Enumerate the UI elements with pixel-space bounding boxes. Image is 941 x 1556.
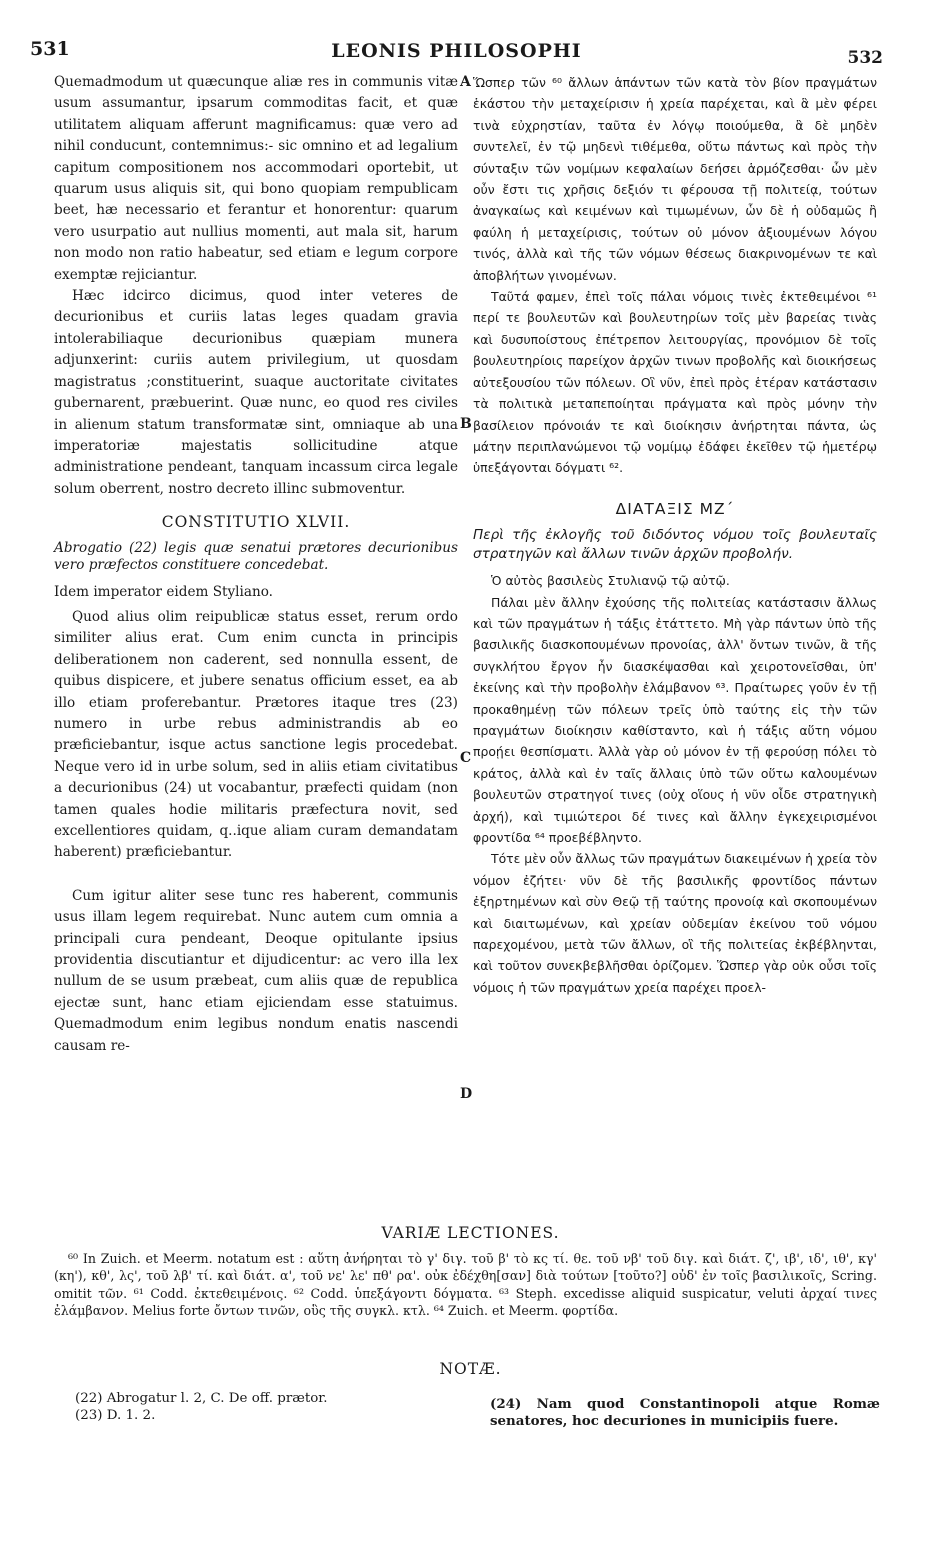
margin-letter-a: A <box>460 74 471 90</box>
margin-letter-c: C <box>460 750 472 766</box>
latin-paragraph-2: Hæc idcirco dicimus, quod inter veteres de decurionibus et curiis latas leges quadam gravia intolerabiliaque decurionibus quæpiam munera adjunxerint: curiis autem privilegium, ut quosdam magistratus ;constituerint, suaque auctoritate civitates gubernarent, præbuerint. Quæ nunc, eo quod res civiles in alienum statum transformatæ sint, omniaque ab una imperatoriæ majestatis sollicitudine atque administratione pendeant, tanquam incassum circa legale solum oberrent, nostro decreto illinc submoventur. <box>54 288 458 497</box>
greek-constitution-heading: ΔΙΑΤΑΞΙΣ ΜΖ΄ <box>615 499 735 518</box>
notes-left <box>75 1390 455 1425</box>
greek-paragraph-4: Τότε μὲν οὖν ἄλλως τῶν πραγμάτων διακειμένων ἡ χρεία τὸν νόμον ἐζήτει· νῦν δὲ τῆς βασιλικῆς φροντίδος πάντων ἐξηρτημένων καὶ σὺν Θεῷ τῇ ταύτης προνοίᾳ καὶ σκοπουμένων καὶ διαιτωμένων, καὶ χρείαν οὐδεμίαν ἐκείνου τοῦ νόμου παρεχομένου, μετὰ τῶν ἄλλων, οἳ τῆς πολιτείας ἐκβέβληνται, καὶ τοῦτον συνεκβεβλῆσθαι ὁρίζομεν. Ὥσπερ γὰρ οὐκ οὖσι τοῖς νόμοις ἡ τῶν πραγμάτων χρεία παρέχει προελ- <box>473 851 877 995</box>
greek-column <box>473 72 877 998</box>
margin-letter-b: B <box>460 416 472 432</box>
latin-paragraph-3: Quod alius olim reipublicæ status esset, rerum ordo similiter alius erat. Cum enim cuncta in principis deliberationem non caderent, sed nonnulla essent, de quibus dispicere, et jubere senatus officium esset, ea ab illo etiam proferebantur. Prætores itaque tres (23) numero in urbe rebus administrandis ab eo præficiebantur, isque actus sanctione legis procedebat. Neque vero id in urbe solum, sed in aliis etiam civitatibus a decurionibus (24) ut vocabantur, præfecti quidam (non tamen quales hodie militaris præfectura novit, sed excellentiores quidam, q..ique aliam curam demandatam haberent) præficiebantur. <box>54 608 458 861</box>
latin-intro: Quemadmodum ut quæcunque aliæ res in communis vitæ usum assumantur, ipsarum commoditas facit, et quæ utilitatem aliquam afferunt magnificamus: quæ vero ad nihil conducunt, contemnimus:- sic omnino et ad legalium capitum compositionem nos accommodari oportebit, ut quarum usus aliquis sit, qui bono quopiam rempublicam beet, hæ necessario et ferantur et honorentur: quarum vero usurpatio aut nullius momenti, aut mala sit, harum non modo non ratio habeatur, sed etiam e legum corpore exemptæ rejiciantur. <box>54 74 458 283</box>
latin-column <box>54 72 458 1057</box>
page-number-right: 532 <box>847 48 883 68</box>
running-title: LEONIS PHILOSOPHI <box>331 40 582 62</box>
variae-lectiones-body: ⁶⁰ In Zuich. et Meerm. notatum est : αὕτη ἀνήρηται τὸ γ' διγ. τοῦ β' τὸ κς τί. θε. τοῦ νβ' τοῦ διγ. καὶ διάτ. ζ', ιβ', ιδ', ιθ', κγ' (κη'), κθ', λς', τοῦ λβ' τί. καὶ διάτ. α', τοῦ νε' λε' πθ' ρα'. οὐκ ἐδέχθη[σαν] διὰ τούτων [τοῦτο?] οὐδ' ἐν τοῖς βασιλικοῖς, Scring. omitit τῶν. ⁶¹ Codd. ἐκτεθειμένοις. ⁶² Codd. ὑπεξάγοντι δόγματα. ⁶³ Steph. excedisse aliquid suspicatur, veluti ἀρχαί τινες ἐλάμβανον. Melius forte ὄντων τινῶν, οὓς τῆς συγκλ. κτλ. ⁶⁴ Zuich. et Meerm. φορτίδα. <box>54 1251 877 1319</box>
margin-letter-d: D <box>460 1086 473 1102</box>
latin-constitution-heading: CONSTITUTIO XLVII. <box>161 513 351 532</box>
latin-paragraph-4: Cum igitur aliter sese tunc res haberent, communis usus illam legem requirebat. Nunc autem cum omnia a principali cura pendeant, Deoque opitulante ipsius providentia discutiantur et dijudicentur: ac vero illa lex nullum de se usum præbeat, cum aliis quæ de republica ejectæ sunt, hanc etiam ejiciendam esse statuimus. Quemadmodum enim legibus nondum enatis nascendi causam re- <box>54 887 458 1054</box>
greek-address: Ὁ αὐτὸς βασιλεὺς Στυλιανῷ τῷ αὐτῷ. <box>491 573 730 589</box>
note-24: (24) Nam quod Constantinopoli atque Romæ senatores, hoc decuriones in municipiis fuere. <box>490 1396 880 1430</box>
latin-address: Idem imperator eidem Styliano. <box>54 583 274 600</box>
running-header <box>30 38 883 68</box>
greek-abstract: Περὶ τῆς ἐκλογῆς τοῦ διδόντος νόμου τοῖς βουλευταῖς στρατηγῶν καὶ ἄλλων τινῶν ἀρχῶν προβολήν. <box>473 527 877 563</box>
greek-intro: Ὥσπερ τῶν ⁶⁰ ἄλλων ἁπάντων τῶν κατὰ τὸν βίον πραγμάτων ἑκάστου τὴν μεταχείρισιν ἡ χρεία παρέχεται, καὶ ἃ μὲν φέρει τινὰ εὐχρηστίαν, ταῦτα ἐν λόγῳ ποιούμεθα, ἃ δὲ μηδὲν συντελεῖ, ἐν τῷ μηδενὶ τιθέμεθα, οὕτω πάντως καὶ πρὸς τὴν σύνταξιν τῶν νομίμων κεφαλαίων δεήσει ἁρμόζεσθαι· ὧν μὲν οὖν ἔστι τις χρῆσις δεξιόν τι φέρουσα τῇ πολιτείᾳ, τούτων ἀναγκαίως καὶ κειμένων καὶ τιμωμένων, ὧν δὲ ἡ οὐδαμῶς ἢ φαύλη ἡ μεταχείρισις, τούτων οὐ μόνον ἀξιουμένων λόγου τινός, ἀλλὰ καὶ τῆς τῶν νόμων θέσεως διακρινομένων τε καὶ ἀποβλήτων γινομένων. <box>473 75 877 283</box>
note-22: (22) Abrogatur l. 2, C. De off. prætor. <box>75 1391 328 1406</box>
greek-paragraph-2: Ταῦτά φαμεν, ἐπεὶ τοῖς πάλαι νόμοις τινὲς ἐκτεθειμένοι ⁶¹ περί τε βουλευτῶν καὶ βουλευτηρίων τοῖς μὲν βαρείας τινὰς καὶ δυσυποίστους ἐπέτρεπον λειτουργίας, προνόμιον δὲ τοῖς βουλευτηρίοις παρείχον ἀρχῶν τινων προβολῆς καὶ διοικήσεως αὐτεξουσίου τῶν πόλεων. Οἳ νῦν, ἐπεὶ πρὸς ἑτέραν κατάστασιν τὰ πολιτικὰ μεταπεποίηται πράγματα καὶ πρὸς μόνην τὴν βασίλειον πρόνοιάν τε καὶ διοίκησιν ἀνήρτηται πάντα, ὡς μάτην περιπλανώμενοι τῷ νομίμῳ ἐδάφει ἐκεῖθεν τῷ ἡμετέρῳ ὑπεξάγονται δόγματι ⁶². <box>473 289 877 476</box>
greek-paragraph-3: Πάλαι μὲν ἄλλην ἐχούσης τῆς πολιτείας κατάστασιν ἄλλως καὶ τῶν πραγμάτων ἡ τάξις ἐτάττετο. Μὴ γὰρ πάντων ὑπὸ τῆς βασιλικῆς διασκοπουμένων προνοίας, ἀλλ' ὄντων τινῶν, ἃ τῆς συγκλήτου ἔργον ἦν διασκέψασθαι καὶ χειροτονεῖσθαι, ὑπ' ἐκείνης καὶ τὴν προβολὴν ἐλάμβανον ⁶³. Πραίτωρες γοῦν ἐν τῇ προκαθημένῃ τῶν πόλεων τρεῖς ὑπὸ ταύτης εἰς τὴν τῶν πραγμάτων διοίκησιν καθίσταντο, καὶ ἡ τάξις αὕτη νόμου προῄει θεσπίσματι. Ἀλλὰ γὰρ οὐ μόνον ἐν τῇ φερούσῃ πόλει τὸ κράτος, ἀλλὰ καὶ ἐν ταῖς ἄλλαις ὑπὸ τῶν οὕτω καλουμένων βουλευτῶν στρατηγοί τινες (οὐχ οἵους ἡ νῦν οἶδε στρατηγικὴ ἀρχή), καὶ τιμιώτεροι δέ τινες καὶ ἄλλην ἐγκεχειρισμένοι φροντίδα ⁶⁴ προεβέβληντο. <box>473 594 877 845</box>
variae-lectiones-text <box>54 1250 877 1320</box>
notes-right <box>490 1396 880 1431</box>
variae-lectiones-title: VARIÆ LECTIONES. <box>381 1224 560 1242</box>
page-number-left: 531 <box>30 38 70 60</box>
note-23: (23) D. 1. 2. <box>75 1408 156 1424</box>
notae-title: NOTÆ. <box>439 1360 502 1378</box>
latin-abstract: Abrogatio (22) legis quæ senatui prætores decurionibus vero præfectos constituere concedebat. <box>54 539 458 573</box>
